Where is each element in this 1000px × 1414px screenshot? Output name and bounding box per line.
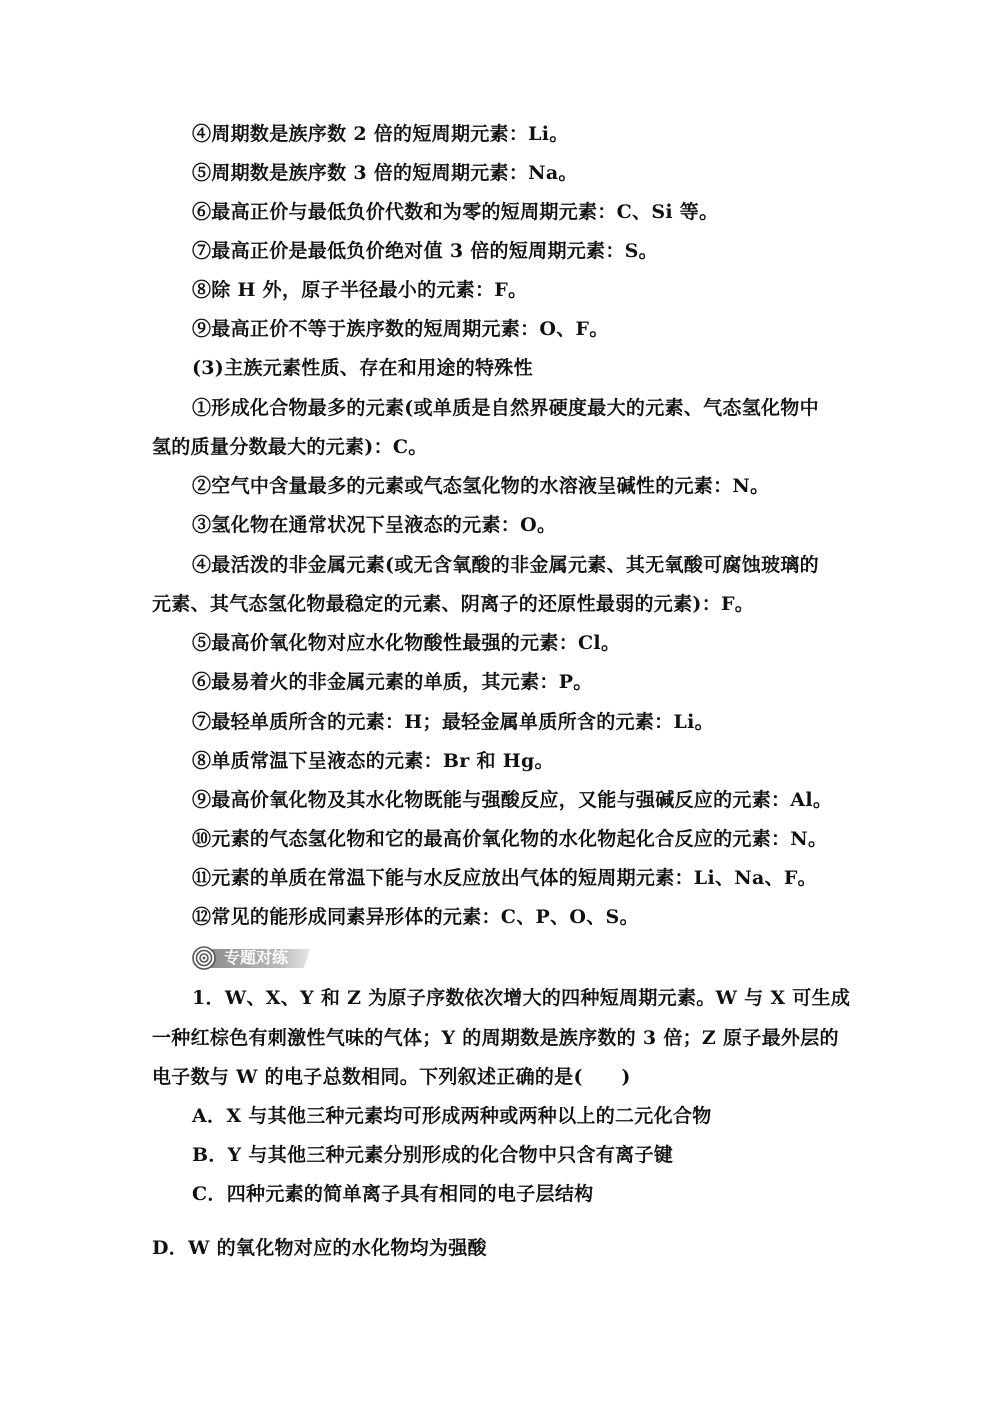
text-line-3-oxygen: ③氢化物在通常状况下呈液态的元素：O。: [192, 514, 557, 536]
text-line-1-most-compounds: ①形成化合物最多的元素(或单质是自然界硬度最大的元素、气态氢化物中: [192, 397, 819, 419]
text-line-11-water-reaction: ⑪元素的单质在常温下能与水反应放出气体的短周期元素：Li、Na、F。: [192, 867, 817, 889]
option-c: C．四种元素的简单离子具有相同的电子层结构: [192, 1183, 594, 1205]
text-line-6-phosphorus: ⑥最易着火的非金属元素的单质，其元素：P。: [192, 671, 593, 693]
text-line-5-strongest-acid: ⑤最高价氧化物对应水化物酸性最强的元素：Cl。: [192, 632, 621, 654]
text-line-10-nitrogen-reaction: ⑩元素的气态氢化物和它的最高价氧化物的水化物起化合反应的元素：N。: [192, 828, 828, 850]
target-icon: [192, 946, 216, 970]
subsection-heading: (3)主族元素性质、存在和用途的特殊性: [192, 357, 533, 379]
text-line-8-liquid: ⑧单质常温下呈液态的元素：Br 和 Hg。: [192, 750, 554, 772]
text-line-1-continued: 氢的质量分数最大的元素)：C。: [152, 436, 428, 458]
question-stem-line-3: 电子数与 W 的电子总数相同。下列叙述正确的是( ): [152, 1066, 631, 1088]
section-badge-label: 专题对练: [224, 948, 289, 967]
text-line-4-period-twice-group: ④周期数是族序数 2 倍的短周期元素：Li。: [192, 123, 569, 145]
text-line-9-amphoteric: ⑨最高价氧化物及其水化物既能与强酸反应，又能与强碱反应的元素：Al。: [192, 789, 833, 811]
section-badge: [192, 946, 312, 970]
option-b: B．Y 与其他三种元素分别形成的化合物中只含有离子键: [192, 1144, 674, 1166]
text-line-4-continued: 元素、其气态氢化物最稳定的元素、阴离子的还原性最弱的元素)：F。: [152, 593, 755, 615]
text-line-4-most-active-nonmetal: ④最活泼的非金属元素(或无含氧酸的非金属元素、其无氧酸可腐蚀玻璃的: [192, 554, 819, 576]
question-stem-line-2: 一种红棕色有刺激性气味的气体；Y 的周期数是族序数的 3 倍；Z 原子最外层的: [152, 1027, 839, 1049]
text-line-2-nitrogen: ②空气中含量最多的元素或气态氢化物的水溶液呈碱性的元素：N。: [192, 475, 770, 497]
text-line-5-period-thrice-group: ⑤周期数是族序数 3 倍的短周期元素：Na。: [192, 162, 578, 184]
option-d: D．W 的氧化物对应的水化物均为强酸: [152, 1237, 487, 1259]
text-line-12-allotropes: ⑫常见的能形成同素异形体的元素：C、P、O、S。: [192, 906, 639, 928]
text-line-6-sum-zero: ⑥最高正价与最低负价代数和为零的短周期元素：C、Si 等。: [192, 201, 719, 223]
option-a: A．X 与其他三种元素均可形成两种或两种以上的二元化合物: [192, 1105, 712, 1127]
text-line-9-valence-not-group: ⑨最高正价不等于族序数的短周期元素：O、F。: [192, 318, 609, 340]
text-line-8-smallest-radius: ⑧除 H 外，原子半径最小的元素：F。: [192, 279, 528, 301]
text-line-7-triple-valence: ⑦最高正价是最低负价绝对值 3 倍的短周期元素：S。: [192, 240, 658, 262]
text-line-7-lightest: ⑦最轻单质所含的元素：H；最轻金属单质所含的元素：Li。: [192, 711, 714, 733]
question-stem-line-1: 1．W、X、Y 和 Z 为原子序数依次增大的四种短周期元素。W 与 X 可生成: [192, 987, 851, 1009]
